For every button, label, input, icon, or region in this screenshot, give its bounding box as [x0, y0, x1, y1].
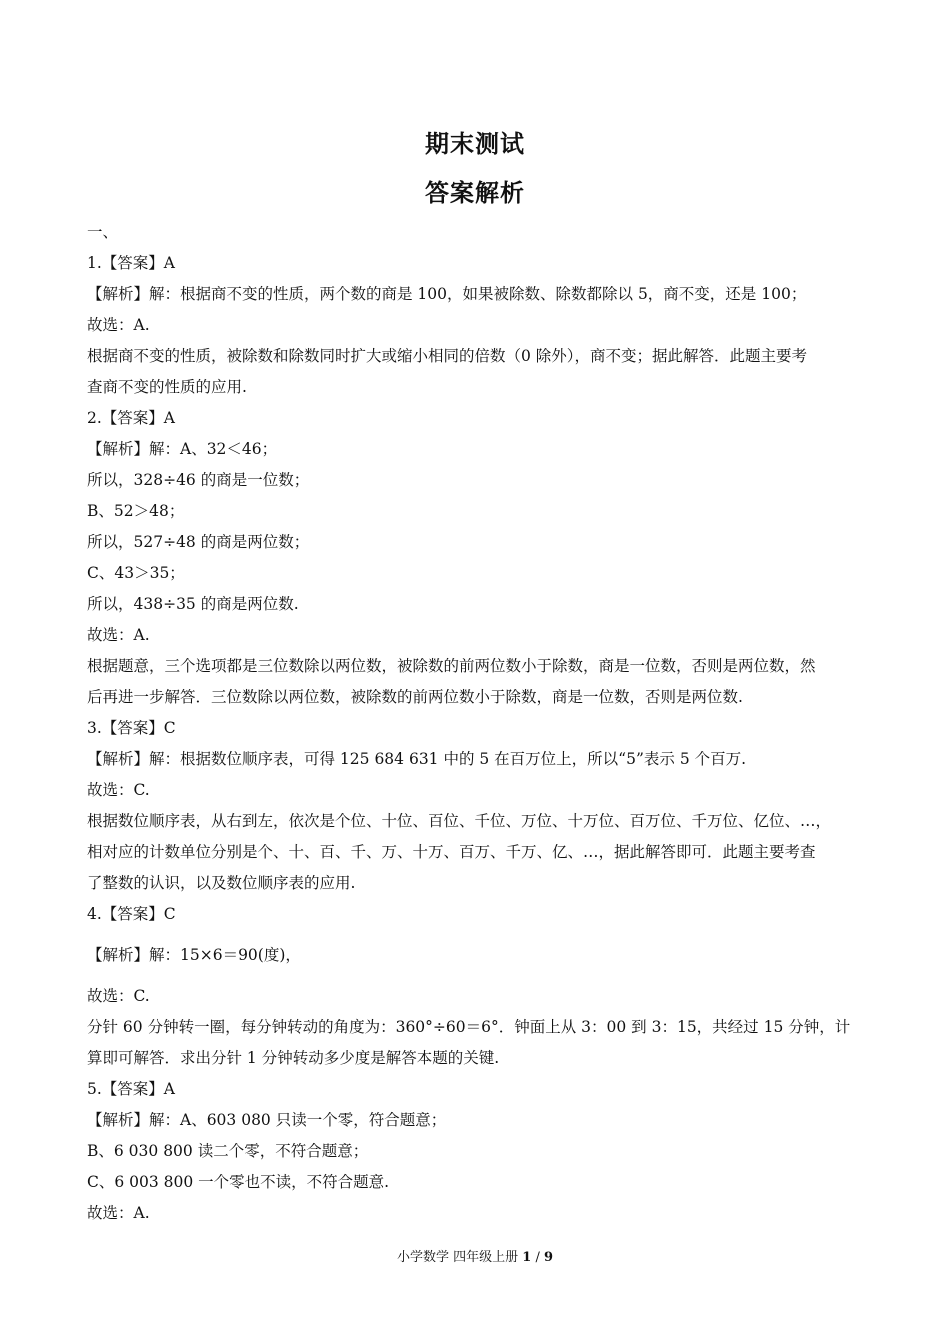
page-title: 期末测试	[425, 130, 525, 158]
text-line: 根据数位顺序表，从右到左，依次是个位、十位、百位、千位、万位、十万位、百万位、千万位、亿位、…，	[87, 812, 832, 830]
text-line: B、52＞48；	[87, 502, 185, 520]
footer-label: 小学数学 四年级上册	[396, 1250, 519, 1265]
text-line: B、6 030 800 读二个零，不符合题意；	[87, 1142, 369, 1160]
text-line: 故选：A.	[87, 626, 150, 644]
text-line: 【解析】解：根据数位顺序表，可得 125 684 631 中的 5 在百万位上，所以“5”表示 5 个百万.	[87, 750, 747, 768]
text-line: 1.【答案】A	[87, 254, 175, 272]
text-line: 分针 60 分钟转一圈，每分钟转动的角度为：360°÷60＝6°．钟面上从 3：00 到 3：15，共经过 15 分钟，计	[87, 1018, 851, 1036]
page-separator: /	[535, 1250, 540, 1265]
text-line: C、6 003 800 一个零也不读，不符合题意.	[87, 1173, 390, 1191]
text-line: 【解析】解：15×6＝90(度)，	[87, 946, 301, 964]
page-subtitle: 答案解析	[425, 179, 525, 207]
page-total: 9	[543, 1250, 554, 1265]
text-line: 【解析】解：A、603 080 只读一个零，符合题意；	[87, 1111, 447, 1129]
text-line: 算即可解答．求出分针 1 分钟转动多少度是解答本题的关键.	[87, 1049, 500, 1067]
text-line: 故选：A.	[87, 316, 150, 334]
text-line: C、43＞35；	[87, 564, 185, 582]
text-line: 相对应的计数单位分别是个、十、百、千、万、十万、百万、千万、亿、…，据此解答即可．此题主要考查	[87, 843, 816, 861]
text-line: 故选：A.	[87, 1204, 150, 1222]
text-line: 后再进一步解答．三位数除以两位数，被除数的前两位数小于除数，商是一位数，否则是两位数.	[87, 688, 743, 706]
text-line: 2.【答案】A	[87, 409, 175, 427]
text-line: 4.【答案】C	[87, 905, 176, 923]
text-line: 所以，328÷46 的商是一位数；	[87, 471, 310, 489]
text-line: 【解析】解：根据商不变的性质，两个数的商是 100，如果被除数、除数都除以 5，商不变，还是 100；	[87, 285, 807, 303]
text-line: 所以，527÷48 的商是两位数；	[87, 533, 310, 551]
section-heading: 一、	[87, 223, 119, 241]
text-line: 根据题意，三个选项都是三位数除以两位数，被除数的前两位数小于除数，商是一位数，否则是两位数，然	[87, 657, 816, 675]
page-footer	[0, 1246, 950, 1265]
text-line: 了整数的认识，以及数位顺序表的应用.	[87, 874, 356, 892]
page-number: 1	[522, 1250, 532, 1265]
text-line: 【解析】解：A、32＜46；	[87, 440, 278, 458]
text-line: 故选：C.	[87, 781, 150, 799]
text-line: 5.【答案】A	[87, 1080, 175, 1098]
text-line: 根据商不变的性质，被除数和除数同时扩大或缩小相同的倍数（0 除外），商不变；据此解答．此题主要考	[87, 347, 808, 365]
text-line: 故选：C.	[87, 987, 150, 1005]
text-line: 3.【答案】C	[87, 719, 176, 737]
text-line: 查商不变的性质的应用.	[87, 378, 247, 396]
text-line: 所以，438÷35 的商是两位数.	[87, 595, 299, 613]
